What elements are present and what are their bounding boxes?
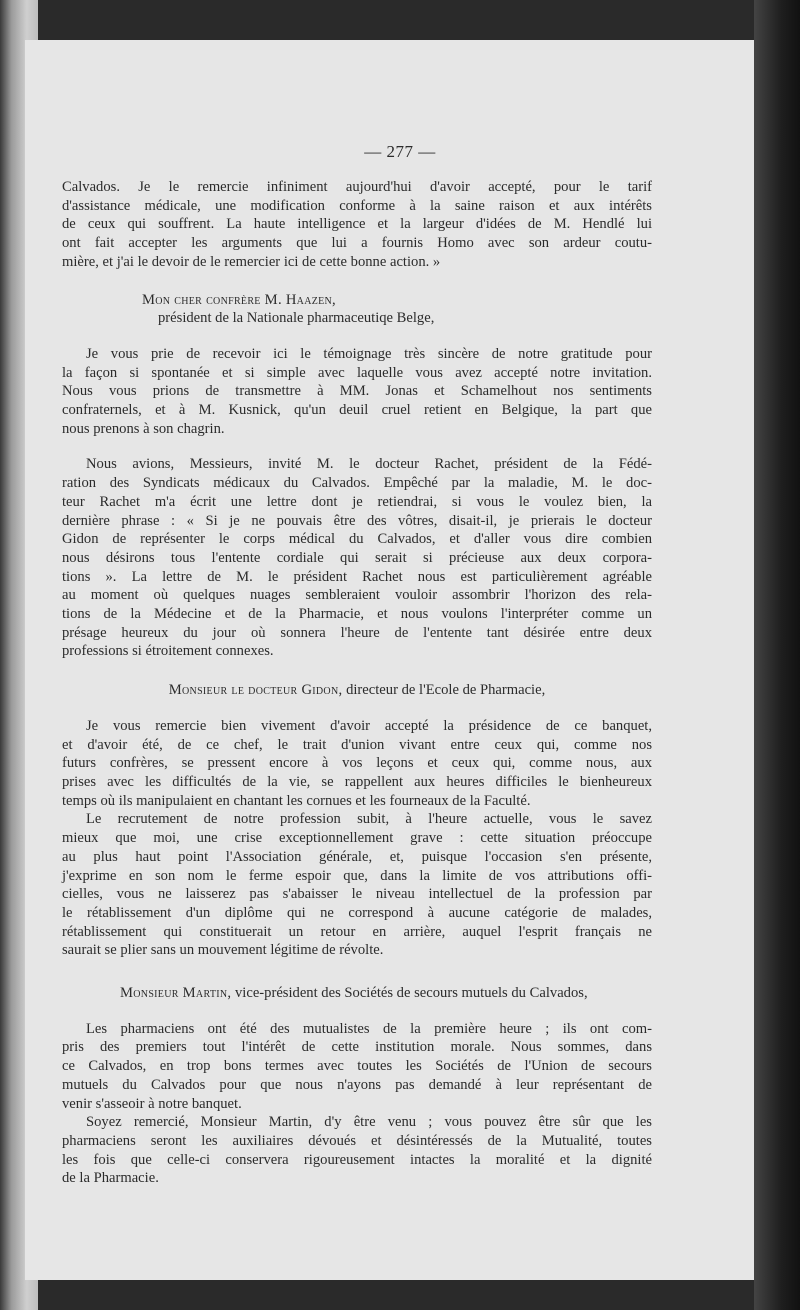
text-line: ration des Syndicats médicaux du Calvados. Empêché par la maladie, M. le doc-: [62, 475, 652, 492]
text-line: nous désirons tous l'entente cordiale qui serait si précieuse aux deux corpora-: [62, 549, 652, 566]
salutation-martin: [62, 984, 652, 1003]
text-line: ce Calvados, en trop bons termes avec toutes les Sociétés de l'Union de secours: [62, 1058, 652, 1075]
text-line: Gidon de représenter le corps médical du Calvados, et d'aller vous dire combien: [62, 531, 652, 548]
text-line: et d'avoir été, de ce chef, le trait d'union vivant entre ceux qui, comme nos: [62, 736, 652, 753]
text-line: futurs confrères, se pressent encore à vos leçons et ceux qui, comme nous, aux: [62, 755, 652, 772]
text-line: teur Rachet m'a écrit une lettre dont je retiendrai, si vous le voulez bien, la: [62, 493, 652, 510]
scan-background: [754, 0, 800, 1310]
salutation-title: directeur de l'Ecole de Pharmacie,: [342, 682, 546, 699]
text-line: cielles, vous ne laisserez pas s'abaisser le niveau intellectuel de la profession par: [62, 886, 652, 903]
paragraph-mutualistes: [62, 1020, 652, 1114]
text-line: Soyez remercié, Monsieur Martin, d'y être venu ; vous pouvez être sûr que les: [86, 1114, 652, 1131]
text-line: confraternels, et à M. Kusnick, qu'un deuil cruel retient en Belgique, la part que: [62, 402, 652, 419]
text-line: temps où ils manipulaient en chantant les cornues et les fourneaux de la Faculté.: [62, 792, 531, 809]
text-line: mieux que moi, une crise exceptionnellement grave : cette situation préoccupe: [62, 830, 652, 847]
text-line: pharmaciens seront les auxiliaires dévoués et désintéressés de la Mutualité, toutes: [62, 1132, 652, 1149]
text-line: prises avec les difficultés de la vie, se rappellent aux heures difficiles le bienheureux: [62, 773, 652, 790]
paragraph-recrutement: [62, 810, 652, 960]
text-line: venir s'asseoir à notre banquet.: [62, 1095, 242, 1112]
paragraph-gratitude: [62, 345, 652, 439]
text-line: rétablissement qui constituerait un retour en arrière, auquel l'esprit français ne: [62, 923, 652, 940]
paragraph-gidon: [62, 717, 652, 811]
salutation-title: vice-président des Sociétés de secours mutuels du Calvados,: [231, 985, 588, 1002]
text-line: j'exprime en son nom le ferme espoir que, dans la limite de vos attributions offi-: [62, 867, 652, 884]
text-line: ont fait accepter les arguments que lui a fournis Homo avec son ardeur coutu-: [62, 235, 652, 252]
text-line: Je vous prie de recevoir ici le témoignage très sincère de notre gratitude pour: [86, 345, 652, 362]
paragraph-rachet: [62, 455, 652, 661]
text-line: mière, et j'ai le devoir de le remercier ici de cette bonne action. »: [62, 253, 441, 270]
text-line: pris des premiers tout l'intérêt de cette institution morale. Nous sommes, dans: [62, 1039, 652, 1056]
paragraph-hendle: [62, 178, 652, 272]
text-line: nous prenons à son chagrin.: [62, 420, 225, 437]
text-line: tions de la Médecine et de la Pharmacie, et nous voulons l'interpréter comme un: [62, 606, 652, 623]
text-line: Le recrutement de notre profession subit, à l'heure actuelle, vous le savez: [86, 811, 652, 828]
text-line: au moment où quelques nuages sembleraient vouloir assombrir l'horizon des rela-: [62, 587, 652, 604]
text-line: d'assistance médicale, une modification conforme à la saine raison et aux intérêts: [62, 197, 652, 214]
paragraph-martin: [62, 1113, 652, 1188]
page-body: [62, 96, 652, 1188]
text-line: au plus haut point l'Association générale, et, puisque l'occasion s'en présente,: [62, 848, 652, 865]
salutation-haazen: [62, 291, 652, 310]
text-line: la façon si spontanée et si simple avec laquelle vous avez accepté notre invitation.: [62, 364, 652, 381]
text-line: Nous avions, Messieurs, invité M. le docteur Rachet, président de la Fédé-: [86, 456, 652, 473]
text-line: mutuels du Calvados pour que nous n'ayons pas demandé à leur représentant de: [62, 1076, 652, 1093]
text-line: dernière phrase : « Si je ne pouvais être des vôtres, disait-il, je prierais le docteur: [62, 512, 652, 529]
text-line: les fois que celle-ci conservera rigoureusement intactes la moralité et la dignité: [62, 1151, 652, 1168]
salutation-name: Monsieur le docteur Gidon,: [168, 682, 343, 699]
text-line: professions si étroitement connexes.: [62, 643, 274, 660]
text-line: saurait se plier sans un mouvement légitime de révolte.: [62, 942, 384, 959]
salutation-haazen-title: président de la Nationale pharmaceutiqe Belge,: [158, 310, 435, 327]
salutation-name: Monsieur Martin,: [120, 985, 232, 1002]
text-line: Nous vous prions de transmettre à MM. Jonas et Schamelhout nos sentiments: [62, 383, 652, 400]
salutation-gidon: [62, 681, 652, 700]
text-line: présage heureux du jour où sonnera l'heure de l'entente tant désirée entre deux: [62, 624, 652, 641]
text-line: tions ». La lettre de M. le président Rachet nous est particulièrement agréable: [62, 568, 652, 585]
page-number: — 277 —: [364, 142, 436, 161]
text-line: Calvados. Je le remercie infiniment aujourd'hui d'avoir accepté, pour le tarif: [62, 179, 652, 195]
salutation-name: Mon cher confrère M. Haazen,: [142, 291, 337, 308]
text-line: le rétablissement d'un diplôme qui ne correspond à aucune catégorie de malades,: [62, 904, 652, 921]
text-line: Je vous remercie bien vivement d'avoir accepté la présidence de ce banquet,: [86, 717, 652, 734]
text-line: de ceux qui souffrent. La haute intelligence et la largeur d'idées de M. Hendlé lui: [62, 216, 652, 233]
text-line: Les pharmaciens ont été des mutualistes de la première heure ; ils ont com-: [86, 1020, 652, 1037]
text-line: de la Pharmacie.: [62, 1170, 159, 1187]
